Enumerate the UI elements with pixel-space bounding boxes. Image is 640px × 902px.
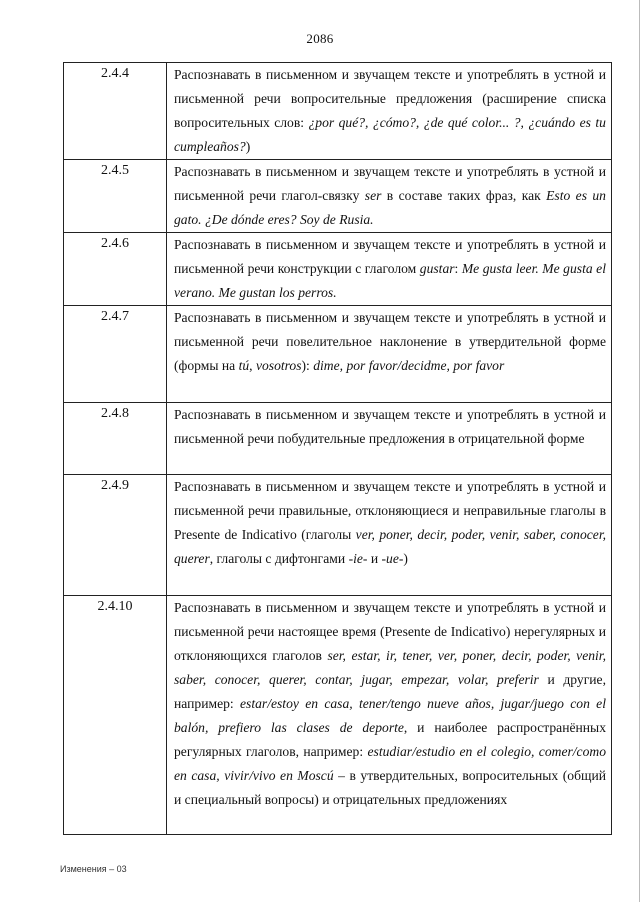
spanish-example-text: ser, estar, ir, tener, ver, poner, decir, poder, venir, saber, conocer, querer, contar, jugar, empezar, volar, preferir xyxy=(174,648,606,687)
row-description xyxy=(167,475,612,596)
table-row xyxy=(64,63,612,160)
table-row xyxy=(64,160,612,233)
row-description xyxy=(167,63,612,160)
row-code: 2.4.8 xyxy=(64,403,167,475)
spanish-example-text: ver, poner, decir, poder, venir, saber, conocer, querer xyxy=(174,527,607,566)
row-description xyxy=(167,233,612,306)
spanish-example-text: gustar xyxy=(419,261,455,276)
spanish-example-text: estar/estoy en casa, tener/tengo nueve años, jugar/juego con el balón, prefiero las clases de deporte xyxy=(174,696,606,735)
spanish-example-text: vosotros xyxy=(255,358,302,373)
description-text: , глаголы с дифтонгами xyxy=(209,551,349,566)
table-row xyxy=(64,403,612,475)
row-code: 2.4.9 xyxy=(64,475,167,596)
spanish-example-text: Esto es un gato. ¿De dónde eres? Soy de Rusia. xyxy=(174,188,606,227)
row-code: 2.4.4 xyxy=(64,63,167,160)
description-text: , xyxy=(249,358,256,373)
description-text: Распознавать в письменном и звучащем тексте и употреблять в устной и письменной речи вопросительные предложения (расширение списка вопросительных слов: xyxy=(174,67,606,130)
spanish-example-text: estudiar/estudio en el colegio, comer/como en casa, vivir/vivo en Moscú xyxy=(174,744,606,783)
requirements-table xyxy=(63,62,612,835)
footer-revision-note: Изменения – 03 xyxy=(60,864,127,874)
description-text: Распознавать в письменном и звучащем тексте и употреблять в устной и письменной речи побудительные предложения в отрицательной форме xyxy=(174,407,606,446)
spanish-example-text: dime, por favor/decidme, por favor xyxy=(313,358,505,373)
description-text: Распознавать в письменном и звучащем тексте и употреблять в устной и письменной речи конструкции с глаголом xyxy=(174,237,606,276)
description-text: в составе таких фраз, как xyxy=(381,188,547,203)
spanish-example-text: ¿por qué?, ¿cómo?, ¿de qué color... ?, ¿cuándo es tu cumpleaños? xyxy=(174,115,606,154)
table-row xyxy=(64,596,612,835)
row-code: 2.4.7 xyxy=(64,306,167,403)
row-description xyxy=(167,596,612,835)
spanish-example-text: -ue- xyxy=(381,551,404,566)
requirements-table-body xyxy=(64,63,612,835)
description-text: и xyxy=(367,551,382,566)
page-number: 2086 xyxy=(306,31,334,46)
row-description xyxy=(167,160,612,233)
row-code: 2.4.10 xyxy=(64,596,167,835)
spanish-example-text: Me gusta leer. Me gusta el verano. Me gustan los perros. xyxy=(174,261,606,300)
description-text: – в утвердительных, вопросительных (общий и специальный вопросы) и отрицательных предложениях xyxy=(174,768,607,807)
table-row xyxy=(64,233,612,306)
description-text: ) xyxy=(245,139,251,154)
description-text: , и наиболее распространённых регулярных глаголов, например: xyxy=(174,720,606,759)
spanish-example-text: ser xyxy=(364,188,382,203)
description-text: Распознавать в письменном и звучащем тексте и употреблять в устной и письменной речи глагол-связку xyxy=(174,164,606,203)
row-code: 2.4.6 xyxy=(64,233,167,306)
description-text: Распознавать в письменном и звучащем тексте и употреблять в устной и письменной речи правильные, отклоняющиеся и неправильные глаголы в Presente de Indicativo (глаголы xyxy=(174,479,606,542)
description-text: : xyxy=(454,261,462,276)
description-text: ) xyxy=(403,551,408,566)
row-code: 2.4.5 xyxy=(64,160,167,233)
spanish-example-text: -ie- xyxy=(348,551,368,566)
row-description xyxy=(167,306,612,403)
table-row xyxy=(64,306,612,403)
description-text: и другие, например: xyxy=(174,672,606,711)
description-text: Распознавать в письменном и звучащем тексте и употреблять в устной и письменной речи повелительное наклонение в утвердительной форме (формы на xyxy=(174,310,606,373)
description-text: Распознавать в письменном и звучащем тексте и употреблять в устной и письменной речи настоящее время (Presente de Indicativo) нерегулярных и отклоняющихся глаголов xyxy=(174,600,606,663)
row-description xyxy=(167,403,612,475)
table-row xyxy=(64,475,612,596)
spanish-example-text: tú xyxy=(238,358,250,373)
description-text: ): xyxy=(301,358,314,373)
